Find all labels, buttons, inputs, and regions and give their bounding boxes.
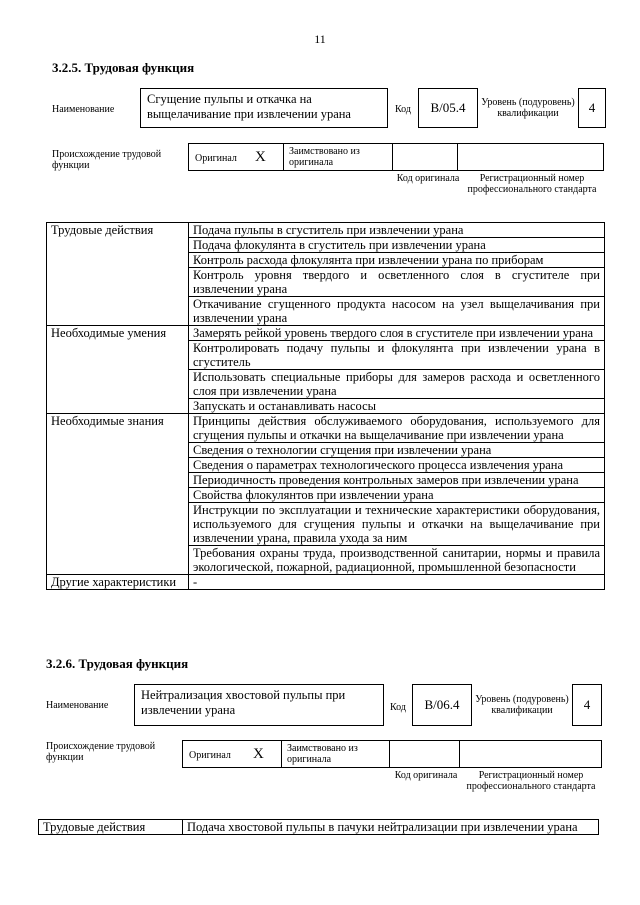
characteristics-table-325 xyxy=(46,222,605,590)
section-title-326: 3.2.6. Трудовая функция xyxy=(46,656,189,671)
divider xyxy=(457,144,458,170)
category-cell: Необходимые знания xyxy=(47,414,189,575)
divider xyxy=(392,144,393,170)
table-row xyxy=(47,414,605,443)
original-label: Оригинал xyxy=(189,750,231,761)
code-field: В/06.4 xyxy=(412,684,472,726)
table-cell: Контроль уровня твердого и осветленного слоя в сгустителе при извлечении урана xyxy=(189,268,605,297)
table-cell: Контролировать подачу пульпы и флокулянта при извлечении урана в сгуститель xyxy=(189,341,605,370)
page-number: 11 xyxy=(314,32,326,46)
table-cell: - xyxy=(189,575,605,590)
table-cell: Подача флокулянта в сгуститель при извлечении урана xyxy=(189,238,605,253)
table-cell: Использовать специальные приборы для замеров расхода и осветленного слоя при извлечении урана xyxy=(189,370,605,399)
table-cell: Контроль расхода флокулянта при извлечении урана по приборам xyxy=(189,253,605,268)
category-cell: Трудовые действия xyxy=(47,223,189,326)
divider xyxy=(459,741,460,767)
borrowed-label: Заимствовано из оригинала xyxy=(289,146,360,168)
original-mark: X xyxy=(253,746,264,762)
table-cell: Запускать и останавливать насосы xyxy=(189,399,605,414)
category-cell: Трудовые действия xyxy=(39,820,183,835)
table-cell: Свойства флокулянтов при извлечении урана xyxy=(189,488,605,503)
level-field: 4 xyxy=(578,88,606,128)
characteristics-table-326 xyxy=(38,819,599,835)
divider xyxy=(389,741,390,767)
level-field: 4 xyxy=(572,684,602,726)
origin-label: Происхождение трудовой функции xyxy=(52,149,162,171)
reg-number-label: Регистрационный номер профессионального стандарта xyxy=(467,173,597,195)
original-mark: X xyxy=(255,149,266,165)
category-cell: Необходимые умения xyxy=(47,326,189,414)
table-row xyxy=(47,326,605,341)
divider xyxy=(281,741,282,767)
name-label: Наименование xyxy=(52,104,115,115)
borrowed-label: Заимствовано из оригинала xyxy=(287,743,358,765)
table-row xyxy=(47,223,605,238)
function-name-field: Сгущение пульпы и откачка на выщелачивание при извлечении урана xyxy=(140,88,388,128)
code-label: Код xyxy=(390,702,406,713)
code-field: В/05.4 xyxy=(418,88,478,128)
code-label: Код xyxy=(395,104,411,115)
divider xyxy=(283,144,284,170)
name-label: Наименование xyxy=(46,700,109,711)
table-cell: Откачивание сгущенного продукта насосом на узел выщелачивания при извлечении урана xyxy=(189,297,605,326)
level-label: Уровень (подуровень) квалификации xyxy=(475,694,569,716)
table-row xyxy=(39,820,599,835)
table-cell: Сведения о технологии сгущения при извлечении урана xyxy=(189,443,605,458)
function-name-field: Нейтрализация хвостовой пульпы при извлечении урана xyxy=(134,684,384,726)
section-title-325: 3.2.5. Трудовая функция xyxy=(52,60,195,75)
table-cell: Периодичность проведения контрольных замеров при извлечении урана xyxy=(189,473,605,488)
original-label: Оригинал xyxy=(195,153,237,164)
category-cell: Другие характеристики xyxy=(47,575,189,590)
origin-table xyxy=(188,143,604,171)
table-row xyxy=(47,575,605,590)
table-cell: Замерять рейкой уровень твердого слоя в сгустителе при извлечении урана xyxy=(189,326,605,341)
table-cell: Подача пульпы в сгуститель при извлечении урана xyxy=(189,223,605,238)
origin-table xyxy=(182,740,602,768)
table-cell: Подача хвостовой пульпы в пачуки нейтрализации при извлечении урана xyxy=(183,820,599,835)
origin-code-label: Код оригинала xyxy=(396,173,460,184)
origin-code-label: Код оригинала xyxy=(394,770,458,781)
table-cell: Требования охраны труда, производственной санитарии, нормы и правила экологической, пожарной, радиационной, промышленной безопасности xyxy=(189,546,605,575)
reg-number-label: Регистрационный номер профессионального стандарта xyxy=(466,770,596,792)
table-cell: Инструкции по эксплуатации и технические характеристики оборудования, используемого для сгущения пульпы и откачки на выщелачивание при извлечении урана, правила ухода за ним xyxy=(189,503,605,546)
table-cell: Сведения о параметрах технологического процесса извлечения урана xyxy=(189,458,605,473)
origin-label: Происхождение трудовой функции xyxy=(46,741,156,763)
table-cell: Принципы действия обслуживаемого оборудования, используемого для сгущения пульпы и откачки на выщелачивание при извлечении урана xyxy=(189,414,605,443)
level-label: Уровень (подуровень) квалификации xyxy=(481,97,575,119)
